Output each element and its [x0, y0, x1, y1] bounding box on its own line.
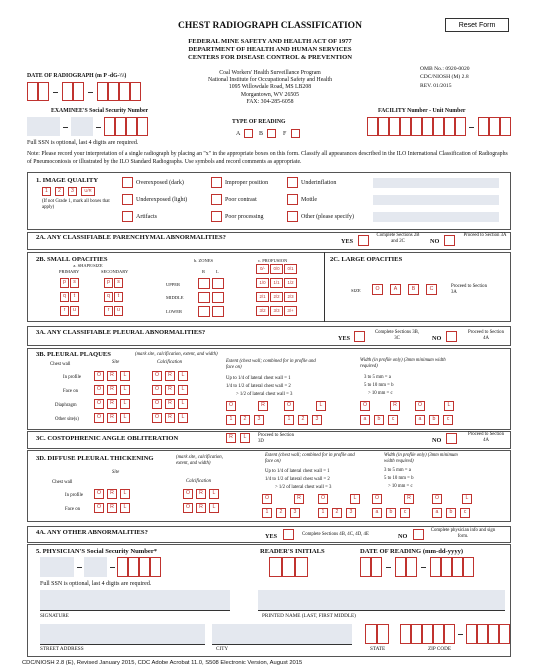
s3b-face-site-r[interactable]: R: [107, 385, 117, 395]
profusion-0-minus[interactable]: 0/-: [256, 264, 269, 274]
s3b-extent-l-2[interactable]: 2: [298, 415, 308, 425]
s2c-proceed-note: Proceed to Section 3A: [451, 284, 487, 295]
underexposed-checkbox[interactable]: [122, 194, 133, 205]
s3d-profile-calc-r[interactable]: R: [196, 489, 206, 499]
s3b-row-in-profile: In profile: [63, 375, 81, 380]
artifacts-checkbox[interactable]: [122, 211, 133, 222]
s3b-site-label: Site: [112, 360, 120, 365]
other-specify-field-2[interactable]: [373, 195, 499, 205]
zones-label: b. ZONES: [194, 258, 213, 263]
zone-middle-label: MIDDLE: [166, 295, 184, 300]
s3b-width-line-2: 5 to 10 mm = b: [364, 383, 394, 388]
s3b-width-l-b[interactable]: b: [429, 415, 439, 425]
zone-upper-l-box[interactable]: [212, 278, 224, 289]
s3b-face-site-l[interactable]: L: [120, 385, 130, 395]
s2a-yes-checkbox[interactable]: [358, 235, 369, 246]
examinee-ssn-label: EXAMINEE'S Social Security Number: [51, 108, 149, 114]
s3d-width-l[interactable]: L: [462, 494, 472, 504]
profusion-3-3[interactable]: 3/3: [270, 306, 283, 316]
s3d-width-r-b[interactable]: b: [386, 508, 396, 518]
s4a-title: 4A. ANY OTHER ABNORMALITIES?: [36, 529, 148, 536]
s4a-no-checkbox[interactable]: [413, 529, 424, 540]
s3b-note: (mark site, calcification, extent, and width): [135, 352, 218, 357]
zone-r-label: R: [202, 269, 206, 274]
s3b-profile-site-o[interactable]: O: [94, 371, 104, 381]
s3b-width-l-a[interactable]: a: [415, 415, 425, 425]
s2a-no-label: NO: [430, 238, 440, 245]
s3a-no-checkbox[interactable]: [446, 331, 457, 342]
s3d-face-site-l[interactable]: L: [120, 503, 130, 513]
printed-name-field[interactable]: [258, 590, 505, 610]
omb-block: [420, 65, 470, 90]
agency-line-2: DEPARTMENT OF HEALTH AND HUMAN SERVICES: [188, 46, 352, 54]
s3b-profile-calc-r[interactable]: R: [165, 371, 175, 381]
revision: REV. 01/2015: [420, 82, 452, 89]
s3d-width-line-1: 3 to 5 mm = a: [384, 468, 411, 473]
printed-name-label: PRINTED NAME (LAST, FIRST MIDDLE): [262, 613, 356, 619]
mottle-label: Mottle: [301, 197, 317, 203]
secondary-u-box[interactable]: u: [114, 306, 123, 316]
s3b-width-line-3: > 10 mm = c: [368, 391, 393, 396]
s3d-width-r[interactable]: R: [404, 494, 414, 504]
instructions-note: Note: Please record your interpretation of a single radiograph by placing an "x" in the appropriate boxes on this form. Classify all appearances described in the ILO International Classification of Radiographs of Pneumoconiosis or illustrated by the ILO Standard Radiographs. Use symbols and record comments as appropriate.: [27, 151, 508, 165]
s3b-extent-line-1: Up to 1/4 of lateral chest wall = 1: [226, 376, 291, 381]
s3d-face-site-r[interactable]: R: [107, 503, 117, 513]
s3b-extent-r-1[interactable]: 1: [226, 415, 236, 425]
poor-contrast-label: Poor contrast: [225, 197, 257, 203]
other-specify-field[interactable]: [373, 178, 499, 188]
s3d-width-o-left[interactable]: O: [432, 494, 442, 504]
s3d-width-l-a[interactable]: a: [432, 508, 442, 518]
s3b-profile-site-l[interactable]: L: [120, 371, 130, 381]
type-of-reading-label: TYPE OF READING: [232, 119, 286, 125]
zone-lower-label: LOWER: [166, 309, 182, 314]
s3b-extent-l[interactable]: L: [316, 401, 326, 411]
mottle-checkbox[interactable]: [287, 194, 298, 205]
program-name: Coal Workers' Health Surveillance Program: [219, 70, 321, 76]
s3b-profile-calc-o[interactable]: O: [152, 371, 162, 381]
secondary-q-box[interactable]: q: [104, 292, 113, 302]
s3a-yes-checkbox[interactable]: [354, 331, 365, 342]
agency-line-3: CENTERS FOR DISEASE CONTROL & PREVENTION: [188, 54, 352, 62]
s3b-diaphragm-site-o[interactable]: O: [94, 399, 104, 409]
s3b-diaphragm-calc-r[interactable]: R: [165, 399, 175, 409]
s3b-row-face-on: Face on: [63, 389, 79, 394]
s3b-width-title: Width (in profile only) (3mm minimum width required): [360, 358, 446, 369]
primary-q-box[interactable]: q: [60, 292, 69, 302]
s3b-width-o-left[interactable]: O: [415, 401, 425, 411]
s3d-face-calc-r[interactable]: R: [196, 503, 206, 513]
secondary-t-box[interactable]: t: [114, 292, 123, 302]
profusion-2-2[interactable]: 2/2: [270, 292, 283, 302]
s3a-yes-label: YES: [338, 335, 351, 342]
reading-a-checkbox[interactable]: [244, 129, 253, 138]
s3c-l-box[interactable]: L: [240, 433, 250, 443]
s3d-extent-title: Extent (chest wall; combined for in profile and face on): [265, 453, 355, 464]
grade-3-box[interactable]: 3: [68, 187, 77, 196]
primary-s-box[interactable]: s: [70, 278, 79, 288]
s5-ssn-note: Full SSN is optional, last 4 digits are required.: [40, 581, 152, 587]
s3b-other-site-o[interactable]: O: [94, 413, 104, 423]
profusion-label: c. PROFUSION: [258, 258, 288, 263]
state-label: STATE: [370, 646, 386, 652]
large-c-box[interactable]: C: [426, 284, 437, 295]
s3c-proceed2-note: Proceed to Section 4A: [468, 432, 504, 443]
large-o-box[interactable]: O: [372, 284, 383, 295]
profusion-2-3[interactable]: 2/3: [284, 292, 297, 302]
s3d-profile-site-o[interactable]: O: [94, 489, 104, 499]
s3d-extent-l-1[interactable]: 1: [318, 508, 328, 518]
profusion-1-2[interactable]: 1/2: [284, 278, 297, 288]
s3b-row-other: Other site(s): [55, 417, 79, 422]
s3c-title: 3C. COSTOPHRENIC ANGLE OBLITERATION: [36, 435, 179, 442]
s3d-width-r-c[interactable]: c: [400, 508, 410, 518]
primary-label: PRIMARY: [59, 269, 80, 274]
s3d-note: (mark site, calcification, extent, and width): [176, 455, 223, 466]
s3d-profile-site-l[interactable]: L: [120, 489, 130, 499]
underexposed-label: Underexposed (light): [136, 197, 188, 203]
s3b-title: 3B. PLEURAL PLAQUES: [36, 351, 111, 358]
street-address-label: STREET ADDRESS: [40, 646, 84, 652]
s3b-extent-o-right[interactable]: O: [226, 401, 236, 411]
s3d-extent-l-2[interactable]: 2: [332, 508, 342, 518]
profusion-2-1[interactable]: 2/1: [256, 292, 269, 302]
grade-ur-box[interactable]: U/R: [81, 187, 95, 196]
ssn-note: Full SSN is optional, last 4 digits are required.: [27, 140, 139, 146]
date-of-radiograph-label: DATE OF RADIOGRAPH (m P -dG-\\\): [27, 73, 127, 79]
s4a-yes-checkbox[interactable]: [283, 529, 294, 540]
s3b-width-o-right[interactable]: O: [360, 401, 370, 411]
s3b-face-calc-o[interactable]: O: [152, 385, 162, 395]
date-of-reading-label: DATE OF READING (mm-dd-yyyy): [360, 548, 464, 555]
s3b-profile-calc-l[interactable]: L: [178, 371, 188, 381]
grade-note: (If not Grade 1, mark all boxes that apply): [42, 199, 110, 210]
overexposed-checkbox[interactable]: [122, 177, 133, 188]
s5-title: 5. PHYSICIAN'S Social Security Number*: [36, 548, 158, 555]
other-specify-field-3[interactable]: [373, 212, 499, 222]
zip-code-label: ZIP CODE: [428, 646, 452, 652]
s3a-proceed-note: Proceed to Section 4A: [468, 330, 504, 341]
primary-t-box[interactable]: t: [70, 292, 79, 302]
artifacts-label: Artifacts: [136, 214, 157, 220]
s3b-width-r[interactable]: R: [390, 401, 400, 411]
other-quality-checkbox[interactable]: [287, 211, 298, 222]
s3b-other-calc-r[interactable]: R: [165, 413, 175, 423]
s3b-extent-l-3[interactable]: 3: [312, 415, 322, 425]
s3b-width-r-a[interactable]: a: [360, 415, 370, 425]
s3d-site-label: Site: [112, 470, 120, 475]
s3d-extent-l-3[interactable]: 3: [346, 508, 356, 518]
profusion-3-plus[interactable]: 3/+: [284, 306, 297, 316]
large-b-box[interactable]: B: [408, 284, 419, 295]
s3b-other-site-l[interactable]: L: [120, 413, 130, 423]
s2b-title: 2B. SMALL OPACITIES: [36, 256, 108, 263]
s3b-extent-l-1[interactable]: 1: [284, 415, 294, 425]
s3d-extent-r-1[interactable]: 1: [262, 508, 272, 518]
s3d-title: 3D. DIFFUSE PLEURAL THICKENING: [36, 455, 154, 462]
s3b-face-site-o[interactable]: O: [94, 385, 104, 395]
s3b-profile-site-r[interactable]: R: [107, 371, 117, 381]
s3c-no-label: NO: [432, 437, 442, 444]
s3b-calc-label: Calcification: [157, 360, 183, 365]
zone-upper-r-box[interactable]: [198, 278, 210, 289]
improper-position-checkbox[interactable]: [211, 177, 222, 188]
large-a-box[interactable]: A: [390, 284, 401, 295]
s3d-extent-o-left[interactable]: O: [318, 494, 328, 504]
agency-line-1: FEDERAL MINE SAFETY AND HEALTH ACT OF 1977: [188, 38, 352, 45]
s3d-width-o-right[interactable]: O: [372, 494, 382, 504]
s3d-extent-line-1: Up to 1/4 of lateral chest wall = 1: [265, 469, 330, 474]
zone-lower-r-box[interactable]: [198, 306, 210, 317]
s3d-extent-line-3: > 1/2 of lateral chest wall = 3: [275, 485, 332, 490]
s3d-width-line-2: 5 to 10 mm = b: [384, 476, 414, 481]
s3d-extent-r-2[interactable]: 2: [276, 508, 286, 518]
s3d-extent-o-right[interactable]: O: [262, 494, 272, 504]
s3a-no-label: NO: [432, 335, 442, 342]
zone-upper-label: UPPER: [166, 282, 181, 287]
institute-fax: FAX: 304-285-6058: [246, 98, 294, 105]
institute-address: 1095 Willowdale Road, MS LB208: [228, 84, 312, 91]
s4a-proceed-note: Complete physician info and sign form.: [430, 528, 496, 539]
s3b-face-calc-l[interactable]: L: [178, 385, 188, 395]
s4a-yes-label: YES: [265, 533, 278, 540]
overexposed-label: Overexposed (dark): [136, 180, 184, 186]
s2a-proceed-note: Proceed to Section 3A: [463, 233, 507, 238]
s3b-extent-r-2[interactable]: 2: [240, 415, 250, 425]
shape-size-label: a. SHAPE/SIZE: [73, 263, 103, 268]
poor-contrast-checkbox[interactable]: [211, 194, 222, 205]
s3b-face-calc-r[interactable]: R: [165, 385, 175, 395]
s3b-extent-o-left[interactable]: O: [284, 401, 294, 411]
s3b-width-l-c[interactable]: c: [443, 415, 453, 425]
s3d-face-site-o[interactable]: O: [94, 503, 104, 513]
s3b-width-r-c[interactable]: c: [388, 415, 398, 425]
s3b-diaphragm-site-l[interactable]: L: [120, 399, 130, 409]
s3d-chest-wall-label: Chest wall: [52, 480, 73, 485]
s3c-proceed-note: Proceed to Section 3D: [258, 433, 294, 444]
s3d-extent-r[interactable]: R: [294, 494, 304, 504]
s2a-yes-label: YES: [341, 238, 354, 245]
s3b-chest-wall-label: Chest wall: [50, 362, 71, 367]
program-block: [160, 70, 380, 106]
s3b-extent-title: Extent (chest wall; combined for in profile and face on): [226, 359, 316, 370]
s3b-row-diaphragm: Diaphragm: [55, 403, 77, 408]
profusion-0-0[interactable]: 0/0: [270, 264, 283, 274]
s3b-other-calc-o[interactable]: O: [152, 413, 162, 423]
signature-label: SIGNATURE: [40, 613, 69, 619]
s2c-title: 2C. LARGE OPACITIES: [330, 256, 403, 263]
s3d-face-calc-o[interactable]: O: [183, 503, 193, 513]
facility-label: FACILITY Number - Unit Number: [378, 108, 466, 114]
s2a-no-checkbox[interactable]: [444, 235, 455, 246]
poor-processing-label: Poor processing: [225, 214, 264, 220]
s3b-width-l[interactable]: L: [444, 401, 454, 411]
s3d-width-l-b[interactable]: b: [446, 508, 456, 518]
profusion-3-2[interactable]: 3/2: [256, 306, 269, 316]
s2a-complete-note: Complete Sections 2B and 2C: [376, 233, 420, 244]
s3d-width-r-a[interactable]: a: [372, 508, 382, 518]
reading-f-label: F: [283, 131, 287, 137]
s3d-row-in-profile: In profile: [65, 493, 83, 498]
s3b-other-calc-l[interactable]: L: [178, 413, 188, 423]
s3b-diaphragm-site-r[interactable]: R: [107, 399, 117, 409]
zone-lower-l-box[interactable]: [212, 306, 224, 317]
grade-2-box[interactable]: 2: [55, 187, 64, 196]
profusion-1-0[interactable]: 1/0: [256, 278, 269, 288]
large-size-label: SIZE: [351, 288, 361, 293]
reading-a-label: A: [236, 131, 241, 137]
s3b-extent-line-2: 1/4 to 1/2 of lateral chest wall = 2: [226, 384, 291, 389]
s3d-width-l-c[interactable]: c: [460, 508, 470, 518]
readers-initials-label: READER'S INITIALS: [260, 548, 325, 555]
s3d-profile-calc-o[interactable]: O: [183, 489, 193, 499]
profusion-1-1[interactable]: 1/1: [270, 278, 283, 288]
improper-position-label: Improper position: [225, 180, 269, 186]
s3d-profile-calc-l[interactable]: L: [209, 489, 219, 499]
reset-form-button[interactable]: Reset Form: [445, 18, 509, 32]
s3d-row-face-on: Face on: [65, 507, 81, 512]
s3d-width-line-3: > 10 mm = c: [388, 484, 413, 489]
s3d-extent-r-3[interactable]: 3: [290, 508, 300, 518]
s3b-diaphragm-calc-o[interactable]: O: [152, 399, 162, 409]
profusion-0-1[interactable]: 0/1: [284, 264, 297, 274]
image-quality-title: 1. IMAGE QUALITY: [36, 177, 99, 184]
s3b-extent-line-3: > 1/2 of lateral chest wall = 3: [236, 392, 293, 397]
zone-middle-r-box[interactable]: [198, 292, 210, 303]
s2a-title: 2A. ANY CLASSIFIABLE PARENCHYMAL ABNORMALITIES?: [36, 234, 226, 241]
omb-number: OMB No.: 0920-0020: [420, 66, 470, 72]
form-title: CHEST RADIOGRAPH CLASSIFICATION: [178, 21, 362, 31]
s3b-width-line-1: 3 to 5 mm = a: [364, 375, 391, 380]
primary-r-box[interactable]: r: [60, 306, 69, 316]
s3d-calc-label: Calcification: [186, 479, 212, 484]
primary-p-box[interactable]: p: [60, 278, 69, 288]
secondary-p-box[interactable]: p: [104, 278, 113, 288]
s3b-extent-r[interactable]: R: [258, 401, 268, 411]
s3b-other-site-r[interactable]: R: [107, 413, 117, 423]
s3a-complete-note: Complete Sections 3B, 3C: [374, 330, 420, 341]
secondary-s-box[interactable]: s: [114, 278, 123, 288]
s4a-complete-note: Complete Sections 4B, 4C, 4D, 4E: [302, 532, 369, 537]
s3b-width-r-b[interactable]: b: [374, 415, 384, 425]
agency-block: [150, 38, 390, 63]
footer-text: CDC/NIOSH 2.8 (E), Revised January 2015, CDC Adobe Acrobat 11.0, S508 Electronic Version, August 2015: [22, 660, 303, 666]
primary-u-box[interactable]: u: [70, 306, 79, 316]
secondary-label: SECONDARY: [101, 269, 129, 274]
underinflation-label: Underinflation: [301, 180, 337, 186]
s3d-profile-site-r[interactable]: R: [107, 489, 117, 499]
other-quality-label: Other (please specify): [301, 214, 354, 220]
signature-field[interactable]: [40, 590, 230, 610]
zone-l-label: L: [216, 269, 219, 274]
s3b-diaphragm-calc-l[interactable]: L: [178, 399, 188, 409]
institute-city: Morgantown, WV 26505: [240, 91, 300, 98]
s3b-extent-r-3[interactable]: 3: [254, 415, 264, 425]
reading-b-label: B: [259, 131, 264, 137]
zone-middle-l-box[interactable]: [212, 292, 224, 303]
underinflation-checkbox[interactable]: [287, 177, 298, 188]
street-address-field[interactable]: [40, 624, 205, 644]
s3c-r-box[interactable]: R: [226, 433, 236, 443]
institute-name: National Institute for Occupational Safety and Health: [208, 77, 332, 84]
reading-f-checkbox[interactable]: [291, 129, 300, 138]
s3a-title: 3A. ANY CLASSIFIABLE PLEURAL ABNORMALITIES?: [36, 329, 206, 336]
s3d-width-title: Width (in profile only) (3mm minimum width required): [384, 453, 458, 464]
s3d-extent-line-2: 1/4 to 1/2 of lateral chest wall = 2: [265, 477, 330, 482]
s3d-face-calc-l[interactable]: L: [209, 503, 219, 513]
city-field[interactable]: [212, 624, 352, 644]
s4a-no-label: NO: [398, 533, 408, 540]
poor-processing-checkbox[interactable]: [211, 211, 222, 222]
grade-1-box[interactable]: 1: [42, 187, 51, 196]
reading-b-checkbox[interactable]: [267, 129, 276, 138]
form-code: CDC/NIOSH (M) 2.8: [420, 74, 469, 81]
city-label: CITY: [216, 646, 229, 652]
s3c-no-checkbox[interactable]: [446, 433, 457, 444]
s3d-extent-l[interactable]: L: [350, 494, 360, 504]
secondary-r-box[interactable]: r: [104, 306, 113, 316]
